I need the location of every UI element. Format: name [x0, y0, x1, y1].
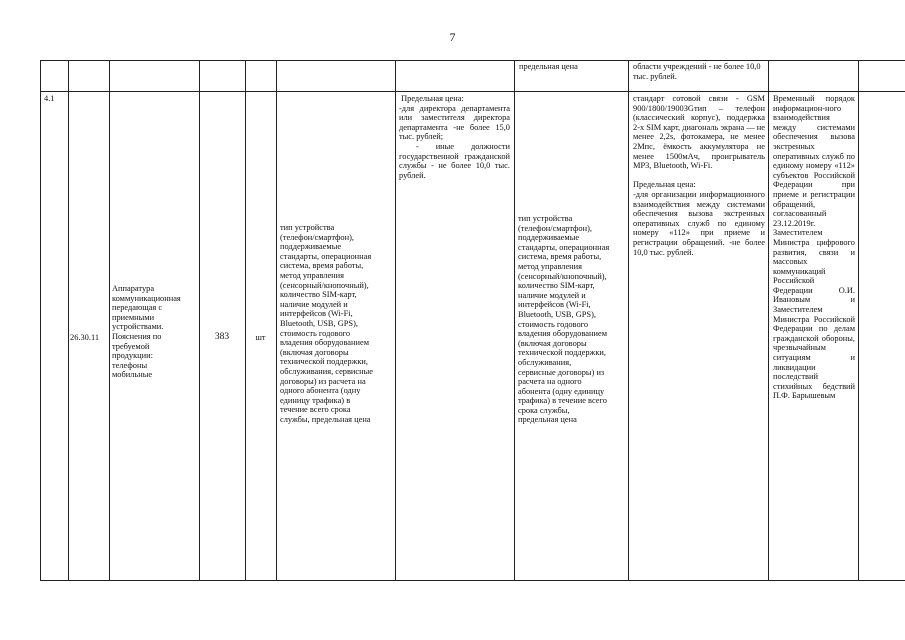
justification: Временный порядок информацион-ного взаимодействия между системами обеспечения вызова экстренных оперативных служб по единому номеру «112» субъектов Российской Федерации при приеме и регистрации обращений, согласованный 23.12.2019г. Заместителем Министра цифрового развития, связи и массовых коммуникаций Российской Федерации О.И. Ивановым и Заместителем Министра Российской Федерации по делам гражданской обороны, чрезвычайным ситуациям и ликвидации последствий стихийных бедствий П.Ф. Барышевым [773, 94, 858, 401]
col-divider-10 [858, 60, 859, 581]
product-name: Аппаратура коммуникационная передающая с приемными устройствами. Пояснения по требуемой продукции: телефоны мобильные [112, 284, 181, 380]
characteristic-values: стандарт сотовой связи - GSM 900/1800/1900ЗGтип – телефон (классический корпус), поддержка 2-х SIM карт, диагональ экрана — не менее 2,2s, фотокамера, не менее 2Мпс, ёмкость аккумулятора не менее 1500мАч, проигрыватель MP3, Bluetooth, Wi-Fi. Предельная цена: -для организации информационного взаимодействия между системами обеспечения вызова экстренных оперативных служб по единому номеру «112» при приеме и регистрации обращений. -не более 10,0 тыс. рублей. [633, 94, 765, 257]
col-divider-5 [276, 60, 277, 581]
okpd2-code: 26.30.11 [70, 333, 100, 342]
header-row-pricelimit-text: предельная цена [519, 62, 578, 71]
col-divider-6 [395, 60, 396, 581]
header-row-divider [40, 91, 905, 92]
col-divider-9 [768, 60, 769, 581]
col-divider-2 [109, 60, 110, 581]
characteristics-list-2: тип устройства (телефон/смартфон), поддерживаемые стандарты, операционная система, время работы, метод управления (сенсорный/кнопочный), количество SIM-карт, наличие модулей и интерфейсов (Wi-Fi, Bluetooth, USB, GPS), стоимость годового владения оборудованием (включая договоры технической поддержки, обслуживания, сервисные договоры) из расчета на одного абонента (одну единицу трафика) в течение всего срока службы, предельная цена [518, 214, 610, 425]
col-divider-4 [245, 60, 246, 581]
col-divider-3 [199, 60, 200, 581]
table-bottom-border [40, 580, 905, 581]
col-divider-7 [514, 60, 515, 581]
col-divider-0 [40, 60, 41, 581]
price-limits: Предельная цена: -для директора департамента или заместителя директора департамента -не более 15,0 тыс. рублей; - иные должности государственной гражданской службы - не более 10,0 тыс. рублей. [399, 94, 510, 180]
header-row-values-text: области учреждений - не более 10,0 тыс. рублей. [633, 62, 761, 81]
unit-of-measure: шт [255, 333, 266, 342]
characteristics-list: тип устройства (телефон/смартфон), поддерживаемые стандарты, операционная система, время работы, метод управления (сенсорный/кнопочный), количество SIM-карт, наличие модулей и интерфейсов (Wi-Fi, Bluetooth, USB, GPS), стоимость годового владения оборудованием (включая договоры технической поддержки, обслуживания, сервисные договоры) из расчета на одного абонента (одну единицу трафика) в течение всего срока службы, предельная цена [280, 223, 373, 424]
page-number: 7 [449, 30, 456, 44]
col-divider-1 [68, 60, 69, 581]
row-number: 4.1 [44, 94, 55, 103]
okei-code: 383 [214, 332, 230, 342]
table-top-border [40, 60, 905, 61]
col-divider-8 [628, 60, 629, 581]
